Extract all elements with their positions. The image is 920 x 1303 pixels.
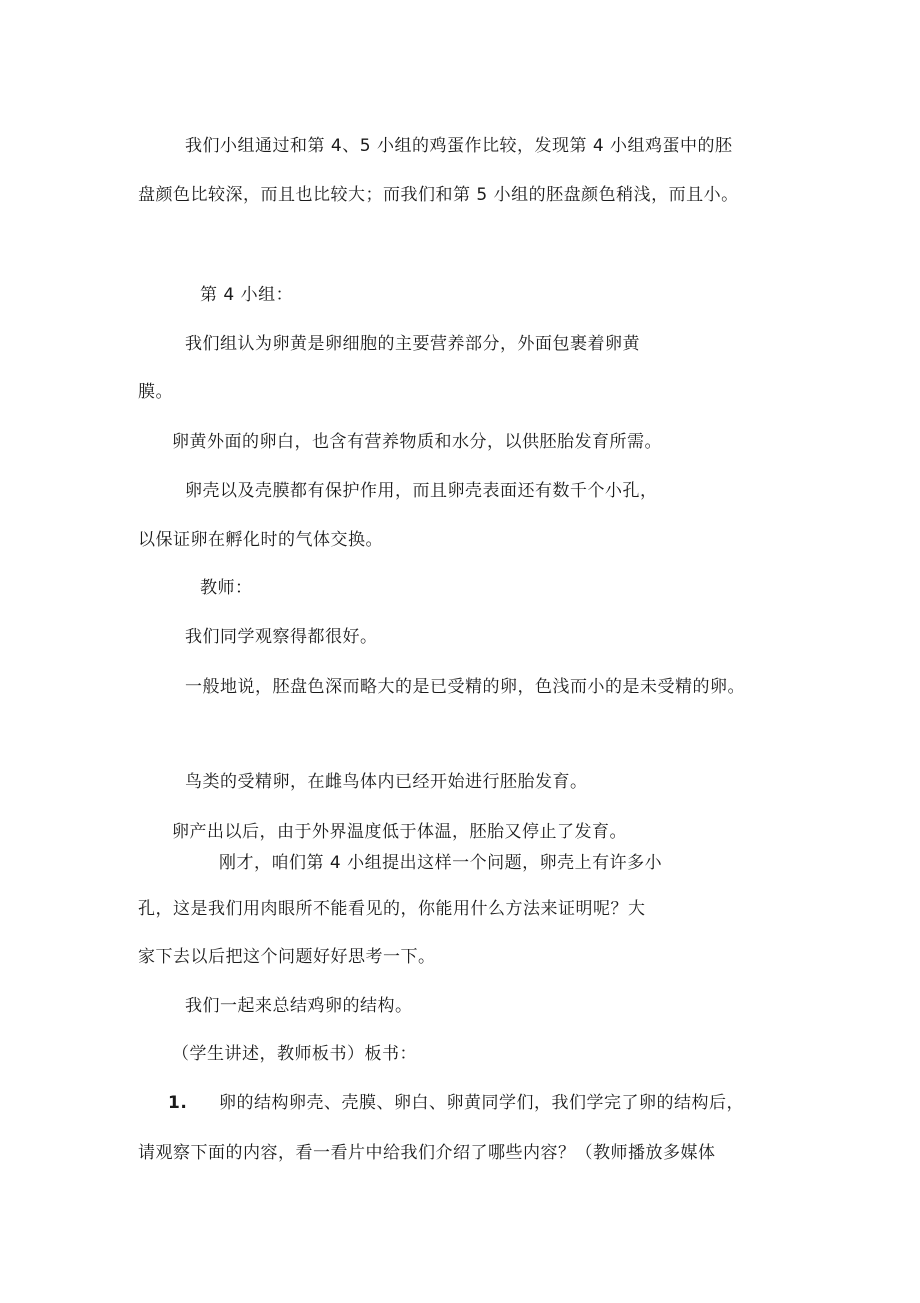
paragraph-line: 刚才，咱们第 4 小组提出这样一个问题，卵壳上有许多小 (219, 853, 663, 873)
paragraph-line: 孔，这是我们用肉眼所不能看见的，你能用什么方法来证明呢？大 (138, 899, 646, 919)
paragraph-line: 卵壳以及壳膜都有保护作用，而且卵壳表面还有数千个小孔， (185, 481, 658, 501)
list-item-text: 卵的结构卵壳、壳膜、卵白、卵黄同学们，我们学完了卵的结构后， (219, 1093, 744, 1113)
paragraph-line: 膜。 (138, 382, 173, 402)
paragraph-line: 一般地说，胚盘色深而略大的是已受精的卵，色浅而小的是未受精的卵。 (185, 677, 745, 697)
paragraph-line: 盘颜色比较深，而且也比较大；而我们和第 5 小组的胚盘颜色稍浅，而且小。 (138, 185, 739, 205)
paragraph-line: 以保证卵在孵化时的气体交换。 (138, 530, 383, 550)
section-heading: 教师： (200, 578, 253, 598)
paragraph-line: 卵黄外面的卵白，也含有营养物质和水分，以供胚胎发育所需。 (172, 432, 662, 452)
paragraph-line: 鸟类的受精卵，在雌鸟体内已经开始进行胚胎发育。 (185, 772, 588, 792)
paragraph-line: 卵产出以后，由于外界温度低于体温，胚胎又停止了发育。 (172, 822, 627, 842)
section-heading: 第 4 小组： (200, 285, 294, 305)
paragraph-line: 我们小组通过和第 4、5 小组的鸡蛋作比较，发现第 4 小组鸡蛋中的胚 (185, 136, 733, 156)
paragraph-line: 家下去以后把这个问题好好思考一下。 (138, 947, 436, 967)
paragraph-line: （学生讲述，教师板书）板书： (172, 1044, 417, 1064)
paragraph-line: 我们组认为卵黄是卵细胞的主要营养部分，外面包裹着卵黄 (185, 334, 640, 354)
paragraph-line: 请观察下面的内容，看一看片中给我们介绍了哪些内容？（教师播放多媒体 (138, 1143, 716, 1163)
list-number: 1. (168, 1093, 188, 1113)
paragraph-line: 我们同学观察得都很好。 (185, 627, 378, 647)
paragraph-line: 我们一起来总结鸡卵的结构。 (185, 996, 413, 1016)
